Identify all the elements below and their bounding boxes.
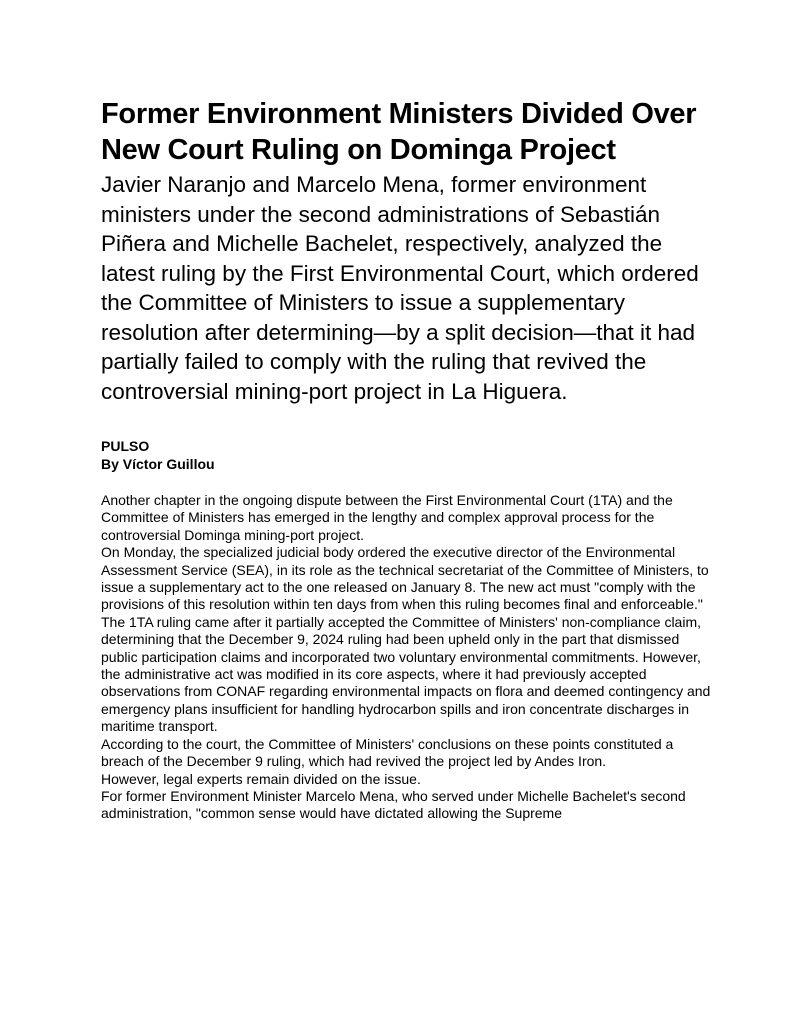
body-paragraph: On Monday, the specialized judicial body ordered the executive director of the Environmental Assessment Service (SEA), in its role as the technical secretariat of the Committee of Ministers, to issue a supplementary act to the one released on January 8. The new act must "comply with the provisions of this resolution within ten days from when this ruling becomes final and enforceable.": [101, 544, 709, 613]
body-paragraph: For former Environment Minister Marcelo Mena, who served under Michelle Bachelet's second administration, "common sense would have dictated allowing the Supreme: [101, 787, 686, 822]
section-label: PULSO: [101, 438, 150, 454]
body-paragraph: The 1TA ruling came after it partially accepted the Committee of Ministers' non-compliance claim, determining that the December 9, 2024 ruling had been upheld only in the part that dismissed public participation claims and incorporated two voluntary environmental commitments. However, the administrative act was modified in its core aspects, where it had previously accepted observations from CONAF regarding environmental impacts on flora and deemed contingency and emergency plans insufficient for handling hydrocarbon spills and iron concentrate discharges in maritime transport.: [101, 613, 711, 735]
article-headline: Former Environment Ministers Divided Over New Court Ruling on Dominga Project: [101, 98, 697, 166]
author-line: By Víctor Guillou: [101, 456, 215, 472]
article: [101, 96, 711, 823]
article-lede: Javier Naranjo and Marcelo Mena, former environment ministers under the second administrations of Sebastián Piñera and Michelle Bachelet, respectively, analyzed the latest ruling by the First Environmental Court, which ordered the Committee of Ministers to issue a supplementary resolution after determining—by a split decision—that it had partially failed to comply with the ruling that revived the controversial mining-port project in La Higuera.: [101, 172, 699, 404]
article-body: [101, 492, 711, 823]
body-paragraph: However, legal experts remain divided on the issue.: [101, 770, 421, 787]
body-paragraph: Another chapter in the ongoing dispute between the First Environmental Court (1TA) and the Committee of Ministers has emerged in the lengthy and complex approval process for the controversial Dominga mining-port project.: [101, 492, 673, 543]
byline: [101, 437, 711, 473]
body-paragraph: According to the court, the Committee of Ministers' conclusions on these points constituted a breach of the December 9 ruling, which had revived the project led by Andes Iron.: [101, 735, 674, 770]
